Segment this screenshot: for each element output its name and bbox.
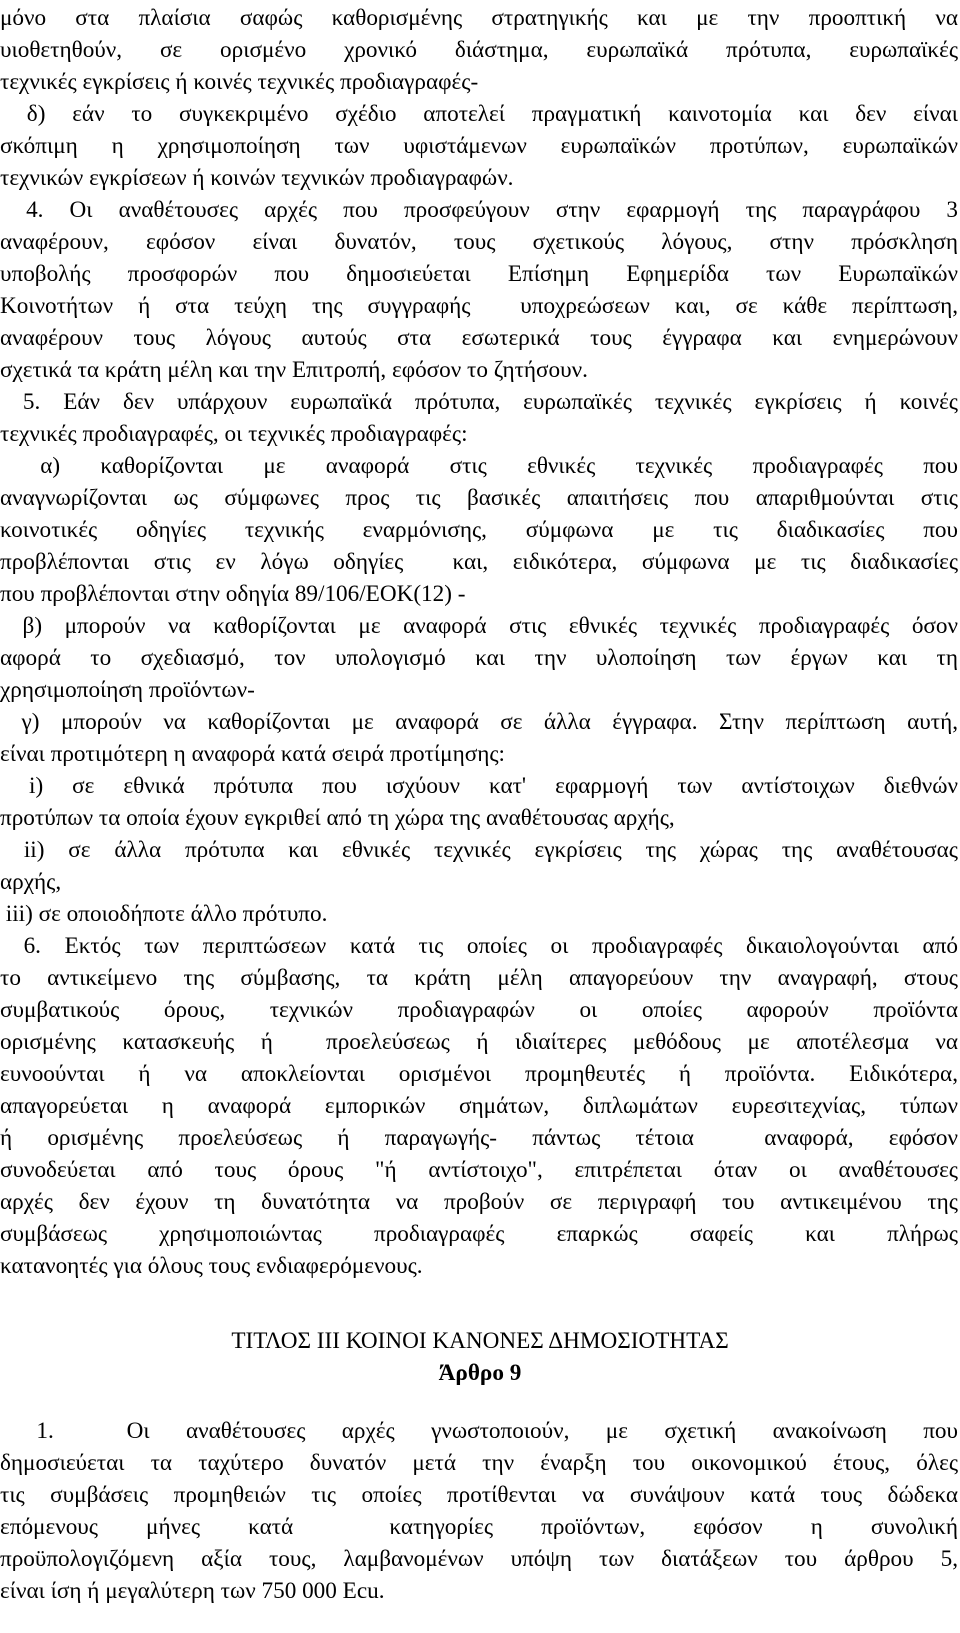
text-line: ορισμένης κατασκευής ή προελεύσεως ή ιδιαίτερες μεθόδους με αποτέλεσμα να [0, 1029, 958, 1055]
text-line: τεχνικές προδιαγραφές, οι τεχνικές προδιαγραφές: [0, 421, 468, 447]
text-line: 4. Οι αναθέτουσες αρχές που προσφεύγουν στην εφαρμογή της παραγράφου 3 [0, 197, 958, 223]
text-line: απαγορεύεται η αναφορά εμπορικών σημάτων, διπλωμάτων ευρεσιτεχνίας, τύπων [0, 1093, 958, 1119]
text-line: συμβάσεως χρησιμοποιώντας προδιαγραφές επαρκώς σαφείς και πλήρως [0, 1221, 958, 1247]
text-line: συμβατικούς όρους, τεχνικών προδιαγραφών οι οποίες αφορούν προϊόντα [0, 997, 958, 1023]
text-line: σχετικά τα κράτη μέλη και την Επιτροπή, εφόσον το ζητήσουν. [0, 357, 588, 383]
text-line: τις συμβάσεις προμηθειών τις οποίες προτίθενται να συνάψουν κατά τους δώδεκα [0, 1482, 958, 1508]
text-line: i) σε εθνικά πρότυπα που ισχύουν κατ' εφαρμογή των αντίστοιχων διεθνών [0, 773, 958, 799]
text-line: iii) σε οποιοδήποτε άλλο πρότυπο. [0, 901, 328, 927]
text-line: τεχνικών εγκρίσεων ή κοινών τεχνικών προδιαγραφών. [0, 165, 514, 191]
text-line: αναγνωρίζονται ως σύμφωνες προς τις βασικές απαιτήσεις που απαριθμούνται στις [0, 485, 958, 511]
text-line: σκόπιμη η χρησιμοποίηση των υφιστάμενων ευρωπαϊκών προτύπων, ευρωπαϊκών [0, 133, 958, 159]
text-line: προϋπολογιζόμενη αξία τους, λαμβανομένων υπόψη των διατάξεων του άρθρου 5, [0, 1546, 958, 1572]
text-line: δ) εάν το συγκεκριμένο σχέδιο αποτελεί πραγματική καινοτομία και δεν είναι [0, 101, 958, 127]
text-line: υποβολής προσφορών που δημοσιεύεται Επίσημη Εφημερίδα των Ευρωπαϊκών [0, 261, 958, 287]
text-line: Κοινοτήτων ή στα τεύχη της συγγραφής υποχρεώσεων και, σε κάθε περίπτωση, [0, 293, 958, 319]
text-line: αρχής, [0, 869, 62, 895]
text-line: αναφέρουν, εφόσον είναι δυνατόν, τους σχετικούς λόγους, στην πρόσκληση [0, 229, 958, 255]
text-line: ή ορισμένης προελεύσεως ή παραγωγής- πάντως τέτοια αναφορά, εφόσον [0, 1125, 958, 1151]
text-line: που προβλέπονται στην οδηγία 89/106/ΕΟΚ(12) - [0, 581, 466, 607]
text-line: κατανοητές για όλους τους ενδιαφερόμενους. [0, 1253, 423, 1279]
text-line: δημοσιεύεται τα ταχύτερο δυνατόν μετά την έναρξη του οικονομικού έτους, όλες [0, 1450, 958, 1476]
text-line: είναι ίση ή μεγαλύτερη των 750 000 Ecu. [0, 1578, 385, 1604]
text-line: τεχνικές εγκρίσεις ή κοινές τεχνικές προδιαγραφές- [0, 69, 479, 95]
article-heading: Άρθρο 9 [438, 1360, 522, 1386]
text-line: χρησιμοποίηση προϊόντων- [0, 677, 255, 703]
text-line: μόνο στα πλαίσια σαφώς καθορισμένης στρατηγικής και με την προοπτική να [0, 5, 958, 31]
text-line: κοινοτικές οδηγίες τεχνικής εναρμόνισης, σύμφωνα με τις διαδικασίες που [0, 517, 958, 543]
text-line: υιοθετηθούν, σε ορισμένο χρονικό διάστημα, ευρωπαϊκά πρότυπα, ευρωπαϊκές [0, 37, 958, 63]
text-line: 1. Οι αναθέτουσες αρχές γνωστοποιούν, με σχετική ανακοίνωση που [0, 1418, 958, 1444]
text-line: αφορά το σχεδιασμό, τον υπολογισμό και την υλοποίηση των έργων και τη [0, 645, 958, 671]
text-line: ii) σε άλλα πρότυπα και εθνικές τεχνικές εγκρίσεις της χώρας της αναθέτουσας [0, 837, 958, 863]
text-line: επόμενους μήνες κατά κατηγορίες προϊόντων, εφόσον η συνολική [0, 1514, 958, 1540]
text-line: συνοδεύεται από τους όρους "ή αντίστοιχο", επιτρέπεται όταν οι αναθέτουσες [0, 1157, 958, 1183]
text-line: β) μπορούν να καθορίζονται με αναφορά στις εθνικές τεχνικές προδιαγραφές όσον [0, 613, 958, 639]
text-line: αρχές δεν έχουν τη δυνατότητα να προβούν σε περιγραφή του αντικειμένου της [0, 1189, 958, 1215]
text-line: προτύπων τα οποία έχουν εγκριθεί από τη χώρα της αναθέτουσας αρχής, [0, 805, 675, 831]
text-line: 6. Εκτός των περιπτώσεων κατά τις οποίες οι προδιαγραφές δικαιολογούνται από [0, 933, 958, 959]
text-line: γ) μπορούν να καθορίζονται με αναφορά σε άλλα έγγραφα. Στην περίπτωση αυτή, [0, 709, 958, 735]
text-line: προβλέπονται στις εν λόγω οδηγίες και, ειδικότερα, σύμφωνα με τις διαδικασίες [0, 549, 958, 575]
text-line: 5. Εάν δεν υπάρχουν ευρωπαϊκά πρότυπα, ευρωπαϊκές τεχνικές εγκρίσεις ή κοινές [0, 389, 958, 415]
text-line: το αντικείμενο της σύμβασης, τα κράτη μέλη απαγορεύουν την αναγραφή, στους [0, 965, 958, 991]
text-line: ευνοούνται ή να αποκλείονται ορισμένοι προμηθευτές ή προϊόντα. Ειδικότερα, [0, 1061, 958, 1087]
section-title: ΤΙΤΛΟΣ ΙΙΙ ΚΟΙΝΟΙ ΚΑΝΟΝΕΣ ΔΗΜΟΣΙΟΤΗΤΑΣ [231, 1328, 729, 1354]
text-line: είναι προτιμότερη η αναφορά κατά σειρά προτίμησης: [0, 741, 505, 767]
text-line: α) καθορίζονται με αναφορά στις εθνικές τεχνικές προδιαγραφές που [0, 453, 958, 479]
text-line: αναφέρουν τους λόγους αυτούς στα εσωτερικά τους έγγραφα και ενημερώνουν [0, 325, 958, 351]
